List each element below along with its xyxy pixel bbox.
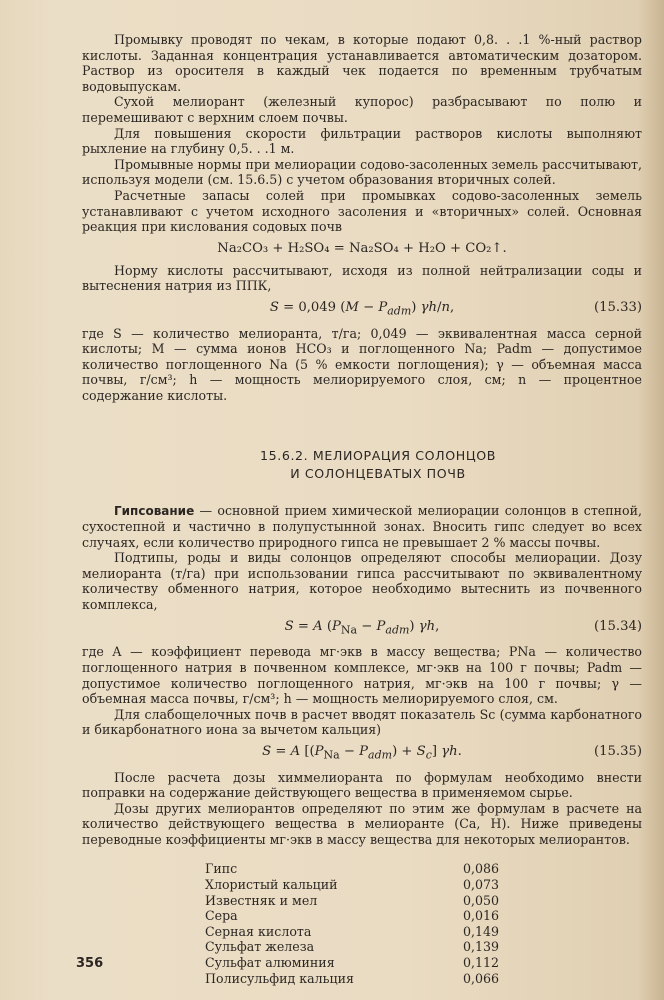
- equation-15-34: [82, 618, 642, 640]
- page-content: [82, 32, 642, 986]
- paragraph-flushing-checks: Промывку проводят по чекам, в которые подают 0,8. . .1 %-ный раствор кислоты. Заданная концентрация устанавливается автоматическим дозатором. Раствор из оросителя в каждый чек подается по временным трубчатым водовыпускам.: [82, 32, 642, 94]
- ameliorant-coefficient: 0,139: [463, 939, 500, 955]
- ameliorant-name: Серная кислота: [205, 923, 312, 939]
- table-row: [205, 861, 499, 877]
- paragraph-loosening: Для повышения скорости фильтрации растворов кислоты выполняют рыхление на глубину 0,5. . .1 м.: [82, 125, 642, 157]
- ameliorant-coefficient: 0,016: [463, 908, 500, 924]
- equation-15-34-body: S = A $(P_{Na} - P_{adm})$ γh,: [284, 618, 440, 637]
- paragraph-other-doses: Дозы других мелиорантов определяют по этим же формулам в расчете на количество действующего вещества в мелиоранте (Ca, H). Ниже приведены переводные коэффициенты мг·экв в массу вещества для некоторых мелиорантов.: [82, 800, 642, 847]
- table-row: [205, 893, 499, 909]
- equation-15-35-number: (15.35): [593, 743, 642, 759]
- ameliorant-name: Сера: [205, 908, 238, 924]
- paragraph-gypsum: [82, 503, 642, 551]
- paragraph-corrections: После расчета дозы химмелиоранта по формулам необходимо внести поправки на содержание действующего вещества в применяемом сырье.: [82, 769, 642, 801]
- equation-15-33-body: S = 0,049 $(M - P_{adm})$ γh/n,: [269, 299, 455, 318]
- ameliorant-name: Сульфат железа: [205, 939, 315, 955]
- paragraph-weak-alkaline: Для слабощелочных почв в расчет вводят показатель Sc (сумма карбонатного и бикарбонатного иона за вычетом кальция): [82, 706, 642, 738]
- table-row: [205, 908, 499, 924]
- reaction-equation: Na₂CO₃ + H₂SO₄ = Na₂SO₄ + H₂O + CO₂↑.: [217, 240, 507, 256]
- gypsum-text: — основной прием химической мелиорации солонцов в степной, сухостепной и частично в полупустынной зонах. Вносить гипс следует во всех случаях, если количество природного гипса не превышает 2 % массы почвы.: [82, 502, 642, 550]
- paragraph-legend-15-33: где S — количество мелиоранта, т/га; 0,049 — эквивалентная масса серной кислоты; M — сумма ионов HCO₃ и поглощенного Na; Padm — допустимое количество поглощенного Na (5 % емкости поглощения); γ — объемная масса почвы, г/см³; h — мощность мелиорируемого слоя, см; n — процентное содержание кислоты.: [82, 325, 642, 403]
- ameliorant-coefficients-table: [205, 861, 499, 986]
- section-heading-line2: И СОЛОНЦЕВАТЫХ ПОЧВ: [290, 465, 466, 481]
- equation-15-33: [82, 299, 642, 321]
- ameliorant-coefficient: 0,149: [463, 923, 500, 939]
- ameliorant-coefficient: 0,050: [463, 892, 500, 908]
- paragraph-legend-15-34: где A — коэффициент перевода мг·экв в массу вещества; PNa — количество поглощенного натрия в почвенном комплексе, мг·экв на 100 г почвы; Padm — допустимое количество поглощенного натрия, мг·экв на 100 г почвы; γ — объемная масса почвы, г/см³; h — мощность мелиорируемого слоя, см.: [82, 644, 642, 707]
- ameliorant-coefficient: 0,073: [463, 877, 500, 893]
- equation-15-34-number: (15.34): [593, 618, 642, 634]
- equation-15-33-number: (15.33): [593, 299, 642, 315]
- ameliorant-coefficient: 0,112: [463, 955, 500, 971]
- equation-15-35: [82, 743, 642, 765]
- page-number: 356: [76, 956, 104, 971]
- ameliorant-name: Гипс: [205, 861, 238, 877]
- section-heading: [82, 447, 642, 483]
- top-paragraphs: [82, 32, 642, 235]
- section-heading-line1: 15.6.2. МЕЛИОРАЦИЯ СОЛОНЦОВ: [260, 447, 496, 463]
- table-row: [205, 939, 499, 955]
- table-row: [205, 924, 499, 940]
- table-row: [205, 971, 499, 987]
- ameliorant-coefficient: 0,066: [463, 970, 500, 986]
- ameliorant-coefficient: 0,086: [463, 861, 500, 877]
- table-row: [205, 877, 499, 893]
- paragraph-dose-gypsum: Подтипы, роды и виды солонцов определяют способы мелиорации. Дозу мелиоранта (т/га) при использовании гипса рассчитывают по эквивалентному количеству обменного натрия, которое необходимо вытеснить из почвенного комплекса,: [82, 550, 642, 613]
- paragraph-salt-reserves: Расчетные запасы солей при промывках содово-засоленных земель устанавливают с учетом исходного засоления и «вторичных» солей. Основная реакция при кислования содовых почв: [82, 187, 642, 235]
- gypsum-term: Гипсование: [114, 503, 195, 518]
- paragraph-flushing-norms: Промывные нормы при мелиорации содово-засоленных земель рассчитывают, используя модели (см. 15.6.5) с учетом образования вторичных солей.: [82, 156, 642, 188]
- ameliorant-name: Хлористый кальций: [205, 877, 338, 893]
- table-row: [205, 955, 499, 971]
- ameliorant-name: Полисульфид кальция: [205, 970, 354, 986]
- ameliorant-name: Известняк и мел: [205, 892, 318, 908]
- equation-15-35-body: S = A $[(P_{Na} - P_{adm}) + S_c]$ γh.: [262, 743, 462, 762]
- paragraph-acid-norm: Норму кислоты рассчитывают, исходя из полной нейтрализации соды и вытеснения натрия из ППК,: [82, 262, 642, 294]
- ameliorant-name: Сульфат алюминия: [205, 955, 335, 971]
- paragraph-dry-ameliorant: Сухой мелиорант (железный купорос) разбрасывают по полю и перемешивают с верхним слоем почвы.: [82, 94, 642, 125]
